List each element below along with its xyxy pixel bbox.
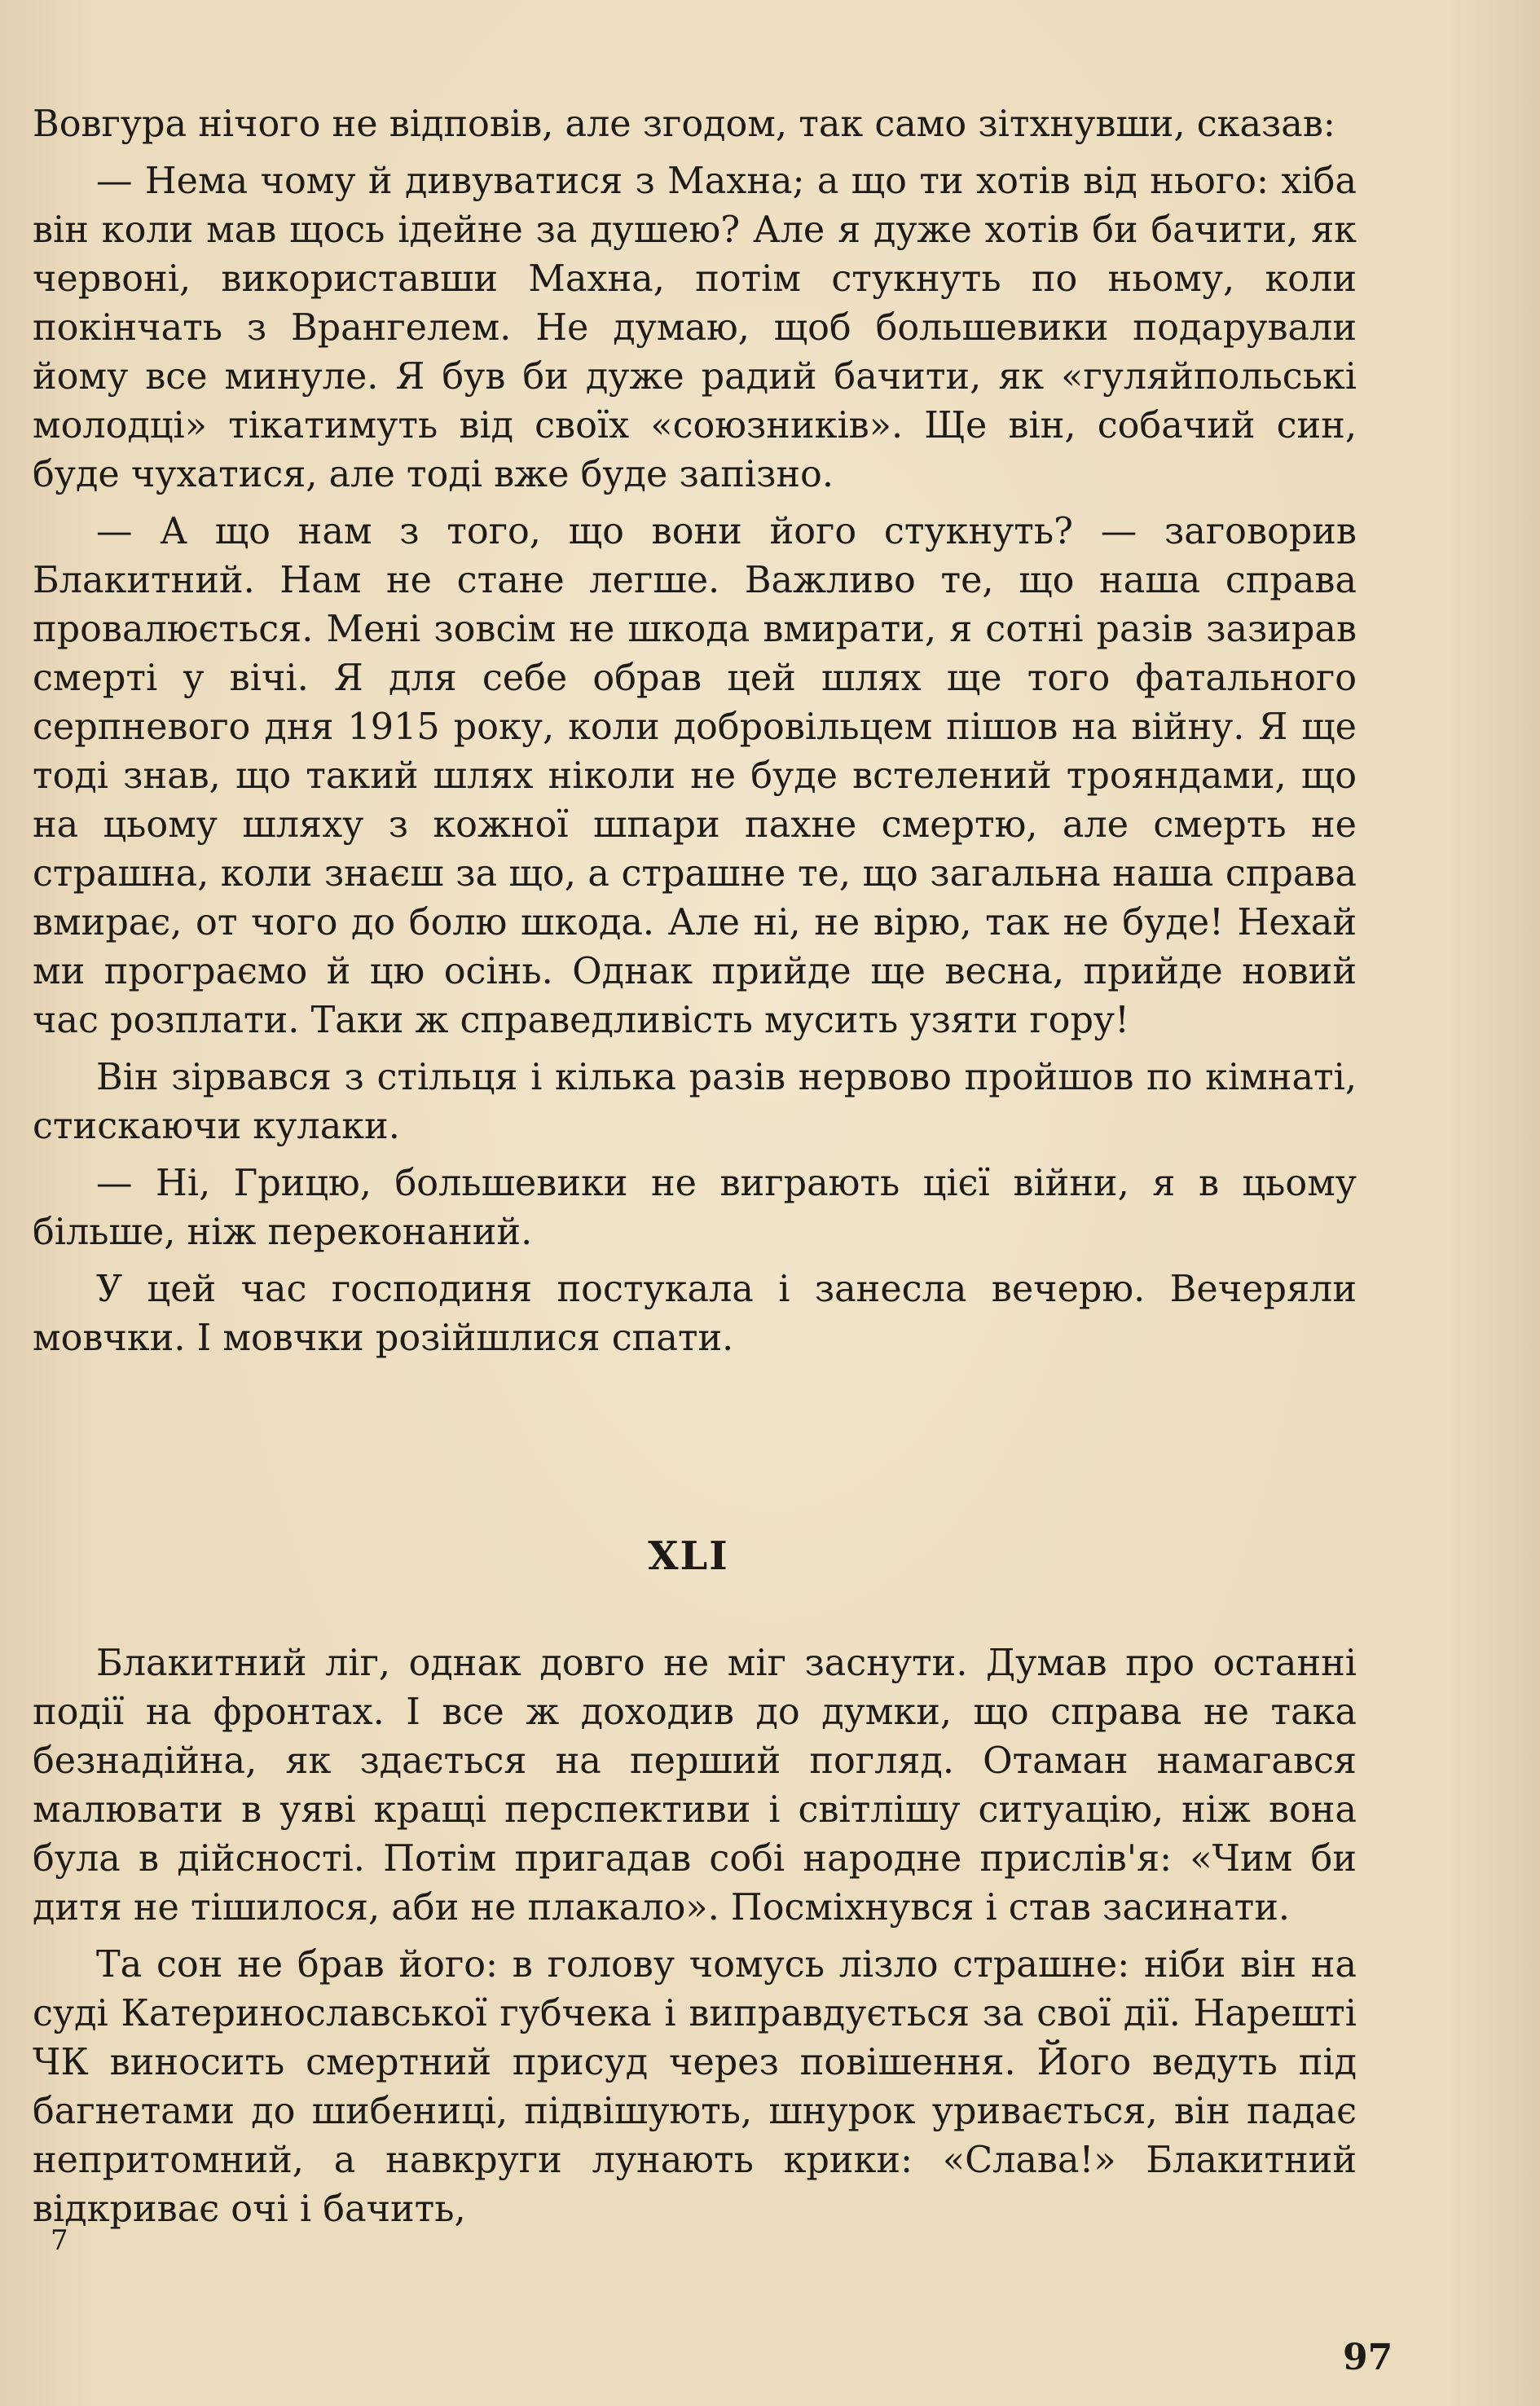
chapter-heading: XLI [648,1533,729,1579]
paragraph: — А що нам з того, що вони його стукнуть? — заговорив Блакитний. Нам не стане легше. Важливо те, що наша справа провалюється. Мені зовсім не шкода вмирати, я сотні разів зазирав смерті у вічі. Я для себе обрав цей шлях ще того фатального серпневого дня 1915 року, коли добровільцем пішов на війну. Я ще тоді знав, що такий шлях ніколи не буде встелений трояндами, що на цьому шляху з кожної шпари пахне смертю, але смерть не страшна, коли знаєш за що, а страшне те, що загальна наша справа вмирає, от чого до болю шкода. Але ні, не вірю, так не буде! Нехай ми програємо й цю осінь. Однак прийде ще весна, прийде новий час розплати. Таки ж справедливість мусить узяти гору! [33,511,1357,1041]
text-block-bottom [33,1639,1357,2242]
paragraph: Блакитний ліг, однак довго не міг заснути. Думав про останні події на фронтах. І все ж доходив до думки, що справа не така безнадійна, як здається на перший погляд. Отаман намагався малювати в уяві кращі перспективи і світлішу ситуацію, ніж вона була в дійсності. Потім пригадав собі народне прислів'я: «Чим би дитя не тішилося, аби не плакало». Посміхнувся і став засинати. [33,1643,1357,1929]
paragraph: У цей час господиня постукала і занесла вечерю. Вечеряли мовчки. І мовчки розійшлися спати. [33,1269,1357,1359]
text-block-top [33,100,1357,1371]
paragraph: Вовгура нічого не відповів, але згодом, так само зітхнувши, сказав: [33,103,1335,145]
footnote-mark: 7 [51,2224,68,2257]
paragraph: Він зірвався з стільця і кілька разів нервово пройшов по кімнаті, стискаючи кулаки. [33,1057,1357,1147]
paragraph: Та сон не брав його: в голову чомусь лізло страшне: ніби він на суді Катеринославської губчека і виправдується за свої дії. Нарешті ЧК виносить смертний присуд через повішення. Його ведуть під багнетами до шибениці, підвішують, шнурок уривається, він падає непритомний, а навкруги лунають крики: «Слава!» Блакитний відкриває очі і бачить, [33,1944,1357,2230]
page-number: 97 [1343,2337,1393,2378]
paragraph: — Нема чому й дивуватися з Махна; а що ти хотів від нього: хіба він коли мав щось ідейне за душею? Але я дуже хотів би бачити, як червоні, використавши Махна, потім стукнуть по ньому, коли покінчать з Врангелем. Не думаю, щоб большевики подарували йому все минуле. Я був би дуже радий бачити, як «гуляйпольські молодці» тікатимуть від своїх «союзників». Ще він, собачий син, буде чухатися, але тоді вже буде запізно. [33,161,1357,495]
paragraph: — Ні, Грицю, большевики не виграють цієї війни, я в цьому більше, ніж переконаний. [33,1163,1357,1253]
